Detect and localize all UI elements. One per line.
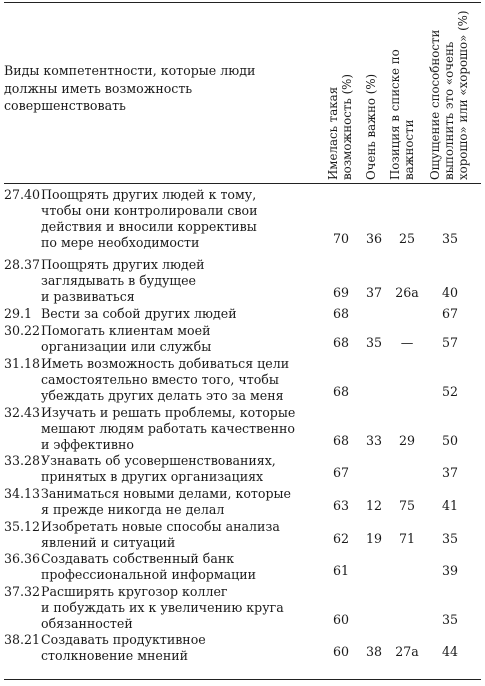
- description-line: организации или службы: [41, 339, 212, 354]
- description-line: по мере необходимости: [41, 235, 200, 250]
- very-important-column-header: Очень важно (%): [364, 73, 378, 180]
- self-assessment-value: 39: [441, 563, 459, 578]
- description-line: Расширять кругозор коллег: [41, 584, 228, 599]
- description-line: заглядывать в будущее: [41, 273, 196, 288]
- row-code: 34.13: [4, 486, 41, 501]
- description-line: убеждать других делать это за меня: [41, 388, 284, 403]
- description-line: столкновение мнений: [41, 648, 189, 663]
- row-description: [41, 453, 309, 485]
- opportunity-value: 60: [332, 644, 350, 659]
- opportunity-value: 68: [332, 384, 350, 399]
- very-important-value: 35: [365, 335, 383, 350]
- row-description: [41, 187, 309, 251]
- row-description: [41, 405, 309, 453]
- self-assessment-value: 35: [441, 231, 459, 246]
- description-line: Создавать собственный банк: [41, 551, 235, 566]
- opportunity-value: 68: [332, 335, 350, 350]
- competency-column-header: Виды компетентности, которые люди должны иметь возможность совершенствовать: [4, 63, 256, 113]
- row-code: 36.36: [4, 551, 41, 566]
- row-code: 38.21: [4, 632, 41, 647]
- description-line: обязанностей: [41, 616, 133, 631]
- opportunity-value: 67: [332, 465, 350, 480]
- rank-value: 75: [398, 498, 416, 513]
- importance-rank-column-header: Позиция в списке по важности: [388, 49, 416, 180]
- opportunity-value: 68: [332, 306, 350, 321]
- description-line: Создавать продуктивное: [41, 632, 206, 647]
- rank-value: 27а: [395, 644, 419, 659]
- row-code: 32.43: [4, 405, 41, 420]
- row-description: [41, 486, 309, 518]
- row-code: 29.1: [4, 306, 33, 321]
- description-line: Изобретать новые способы анализа: [41, 519, 280, 534]
- description-line: профессиональной информации: [41, 567, 257, 582]
- row-code: 28.37: [4, 257, 41, 272]
- row-description: [41, 306, 309, 322]
- description-line: я прежде никогда не делал: [41, 502, 225, 517]
- self-assessment-value: 40: [441, 285, 459, 300]
- opportunity-value: 63: [332, 498, 350, 513]
- rank-value: 26а: [395, 285, 419, 300]
- self-assessment-value: 44: [441, 644, 459, 659]
- row-description: [41, 257, 309, 305]
- very-important-value: 12: [365, 498, 383, 513]
- description-line: Поощрять других людей к тому,: [41, 187, 257, 202]
- description-line: и эффективно: [41, 437, 134, 452]
- row-code: 33.28: [4, 453, 41, 468]
- very-important-value: 36: [365, 231, 383, 246]
- self-assessment-value: 41: [441, 498, 459, 513]
- very-important-value: 38: [365, 644, 383, 659]
- very-important-value: 33: [365, 433, 383, 448]
- self-assessment-value: 52: [441, 384, 459, 399]
- description-line: Вести за собой других людей: [41, 306, 237, 321]
- top-rule: [4, 2, 481, 3]
- opportunity-value: 61: [332, 563, 350, 578]
- row-description: [41, 356, 309, 404]
- self-assessment-value: 35: [441, 531, 459, 546]
- description-line: Поощрять других людей: [41, 257, 205, 272]
- description-line: явлений и ситуаций: [41, 535, 176, 550]
- self-assessment-value: 37: [441, 465, 459, 480]
- row-code: 37.32: [4, 584, 41, 599]
- description-line: принятых в других организациях: [41, 469, 264, 484]
- description-line: Заниматься новыми делами, которые: [41, 486, 292, 501]
- self-assessment-value: 50: [441, 433, 459, 448]
- very-important-value: 37: [365, 285, 383, 300]
- description-line: самостоятельно вместо того, чтобы: [41, 372, 279, 387]
- rank-value: —: [400, 335, 414, 350]
- row-description: [41, 323, 309, 355]
- opportunity-value: 69: [332, 285, 350, 300]
- opportunity-value: 70: [332, 231, 350, 246]
- row-description: [41, 519, 309, 551]
- description-line: чтобы они контролировали свои: [41, 203, 258, 218]
- very-important-value: 19: [365, 531, 383, 546]
- row-code: 35.12: [4, 519, 41, 534]
- self-assessment-value: 35: [441, 612, 459, 627]
- opportunity-column-header: Имелась такая возможность (%): [326, 74, 354, 180]
- description-line: мешают людям работать качественно: [41, 421, 295, 436]
- rank-value: 71: [398, 531, 416, 546]
- self-assessment-value: 67: [441, 306, 459, 321]
- self-assessment-value: 57: [441, 335, 459, 350]
- description-line: Иметь возможность добиваться цели: [41, 356, 290, 371]
- bottom-rule: [4, 679, 481, 680]
- opportunity-value: 62: [332, 531, 350, 546]
- row-code: 31.18: [4, 356, 41, 371]
- opportunity-value: 60: [332, 612, 350, 627]
- row-code: 27.40: [4, 187, 41, 202]
- rank-value: 29: [398, 433, 416, 448]
- description-line: и побуждать их к увеличению круга: [41, 600, 284, 615]
- description-line: Помогать клиентам моей: [41, 323, 211, 338]
- row-description: [41, 584, 309, 632]
- description-line: Изучать и решать проблемы, которые: [41, 405, 296, 420]
- opportunity-value: 68: [332, 433, 350, 448]
- description-line: Узнавать об усовершенствованиях,: [41, 453, 276, 468]
- header-rule: [4, 183, 481, 184]
- description-line: и развиваться: [41, 289, 135, 304]
- rank-value: 25: [398, 231, 416, 246]
- row-description: [41, 632, 309, 664]
- row-description: [41, 551, 309, 583]
- self-assessment-column-header: Ощущение способности выполнить это «очень хорошо» или «хорошо» (%): [428, 10, 470, 180]
- row-code: 30.22: [4, 323, 41, 338]
- description-line: действия и вносили коррективы: [41, 219, 257, 234]
